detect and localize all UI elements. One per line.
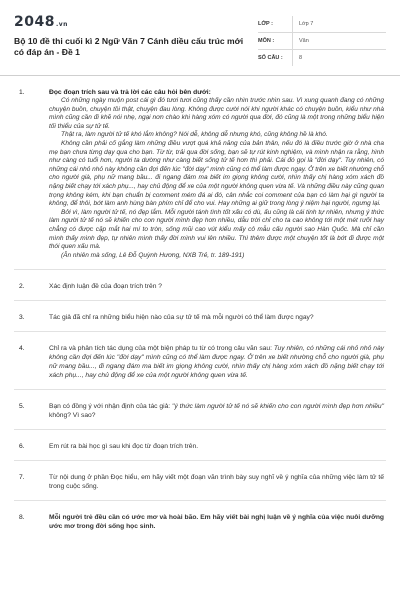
question-2: [14, 282, 386, 291]
passage-paragraph: Không cần phải cố gắng làm những điều vượt quá khả năng của bản thân, nếu đó là điều trước giờ ở nhà cha mẹ bạn chưa từng dạy qua cho bạn. Từ từ, trải qua đời sống, bạn sẽ tự rút kinh nghiệm, và mình nhận ra rằng, hình như càng có tuổi hơn, người ta dường như càng biết sống tử tế hơn thì phải. Cái đó gọi là "đời dạy". Tuy nhiên, có những cái nhỏ nhỏ này không cần đợi đến lúc "đời dạy" mình cũng có thể làm được ngay. Ở trên xe biết nhường chỗ cho người già, phụ nữ mang bầu... đi ngang đám ma biết im giọng không cười, nhìn thấy chị hàng xóm xách đồ nặng biết chạy tới xách phụ..., hay chủ động để xe của một người không quen vừa tế. Và những điều này cũng quan trọng không kém, khi bạn chuẩn bị comment mém đá ai đó, cân nhắc coi comment của bạn có làm hại gì người ta không, để thôi, bớt làm anh hùng bàn phím chỉ để cho vui. Hay những ai giữ trong lòng ý niệm hại người, ngưng lại.: [49, 139, 384, 208]
question-text: Tác giả đã chỉ ra những biểu hiện nào của sự tử tế mà mỗi người có thể làm được ngay?: [49, 314, 314, 322]
passage-paragraph: Bởi vì, làm người tử tế, nó đẹp lắm. Mỗi người tánh tình tốt xấu có dù, ấu cũng là cái tinh tự nhiên, nhưng ý thức làm người tử tế nó sẽ khiến cho con người mình đẹp hơn nhiều, dẫu trời chỉ cho ta cao không tới một mét rưỡi hay chẳng có được cặp mắt hai mí to tròn, sống mũi cao vút kiểu mấy cô mẫu cấu người sao Hàn Quốc. Mà chỉ cần mình thấy mình đẹp, tự nhiên mình thấy đời mình vui lên nhiều. Thì thêm được một chuyện tốt là bớt đi được một thói quen xấu mà.: [49, 208, 384, 251]
question-3: [14, 313, 386, 322]
question-divider: [14, 500, 386, 501]
question-number: 2.: [19, 283, 25, 291]
meta-row-count: [258, 50, 386, 66]
question-text: Em rút ra bài học gì sau khi đọc từ đoạn trích trên.: [49, 443, 199, 451]
meta-value: 8: [299, 55, 303, 61]
question-4: [14, 344, 386, 380]
question-divider: [14, 300, 386, 301]
meta-row-class: [258, 16, 386, 33]
question-divider: [14, 269, 386, 270]
passage-paragraph: Có những ngày muộn post cái gì đó tươi tươi cũng thấy cần nhìn trước nhìn sau. Vì xung quanh đang có những chuyện buồn, chuyện tồi thật, chuyện đau lòng. Không được cười nói khi người khác có chuyện buồn, kiểu như nhà mình cũng cần đi khẽ nói nhẹ, ngại nơn chào khi hàng xóm có người qua đời, đó cũng là một trong những biểu hiện tối thiểu của sự tử tế.: [49, 97, 384, 130]
passage-source: (Ân nhiên mà sống, Lê Đỗ Quỳnh Hương, NXB Trẻ, tr. 189-191): [61, 251, 245, 259]
header-divider: [0, 75, 400, 76]
question-tail: không? Vì sao?: [49, 412, 96, 420]
meta-label: SỐ CÂU :: [258, 55, 283, 61]
question-7: [14, 473, 386, 491]
meta-table: [258, 16, 386, 66]
passage-paragraph: Thật ra, làm người tử tế khó lắm không? Nói dễ, không dễ nhưng khó, cũng không hề là khó.: [61, 131, 328, 139]
question-1: [14, 88, 386, 260]
question-divider: [14, 429, 386, 430]
question-number: 8.: [19, 514, 25, 522]
question-quote: "ý thức làm người tử tế nó sẽ khiến cho con người mình đẹp hơn nhiều": [172, 403, 385, 411]
question-divider: [14, 460, 386, 461]
question-text: Xác định luận đề của đoạn trích trên ?: [49, 283, 163, 291]
site-logo[interactable]: 2048.vn: [14, 14, 68, 30]
question-quote: Tuy nhiên, có những cái nhỏ nhỏ này không cần đợi đến lúc "đời dạy" mình cũng có thể làm được ngay. Ở trên xe biết nhường chỗ cho người già, phụ nữ mang bầu..., đi ngang đám ma biết im giọng không cười, nhìn thấy chị hàng xóm xách đồ nặng biết chạy tới xách phụ..., hay chủ động để xe của một người không quen vừa tế.: [49, 345, 385, 380]
meta-label: MÔN :: [258, 38, 275, 44]
question-text: Bạn có đồng ý với nhận định của tác giả:: [49, 403, 171, 411]
question-number: 6.: [19, 443, 25, 451]
question-number: 3.: [19, 314, 25, 322]
question-heading: Đọc đoạn trích sau và trả lời các câu hỏi bên dưới:: [49, 89, 211, 96]
question-text: Chỉ ra và phân tích tác dụng của một biện pháp tu từ có trong câu văn sau:: [49, 345, 272, 353]
document-title: Bộ 10 đề thi cuối kì 2 Ngữ Văn 7 Cánh diều cấu trúc mới có đáp án - Đề 1: [14, 36, 244, 57]
question-number: 7.: [19, 474, 25, 482]
reading-passage: [49, 97, 384, 260]
meta-value: Văn: [299, 38, 309, 44]
question-number: 4.: [19, 345, 25, 353]
meta-value: Lớp 7: [299, 21, 314, 27]
meta-label: LỚP :: [258, 21, 273, 27]
question-number: 1.: [19, 89, 25, 96]
question-5: [14, 402, 386, 420]
document-header: [14, 12, 386, 66]
meta-row-subject: [258, 33, 386, 50]
question-divider: [14, 331, 386, 332]
question-number: 5.: [19, 403, 25, 411]
question-6: [14, 442, 386, 451]
question-divider: [14, 389, 386, 390]
question-text: Mỗi người trẻ đều cần có ước mơ và hoài bão. Em hãy viết bài nghị luận về ý nghĩa của việc nuôi dưỡng ước mơ trong đời sống học sinh.: [49, 514, 384, 531]
question-8: [14, 513, 386, 531]
question-text: Từ nội dung ở phần Đọc hiểu, em hãy viết một đoạn văn trình bày suy nghĩ về ý nghĩa của những việc làm tử tế trong cuộc sống.: [49, 474, 384, 491]
